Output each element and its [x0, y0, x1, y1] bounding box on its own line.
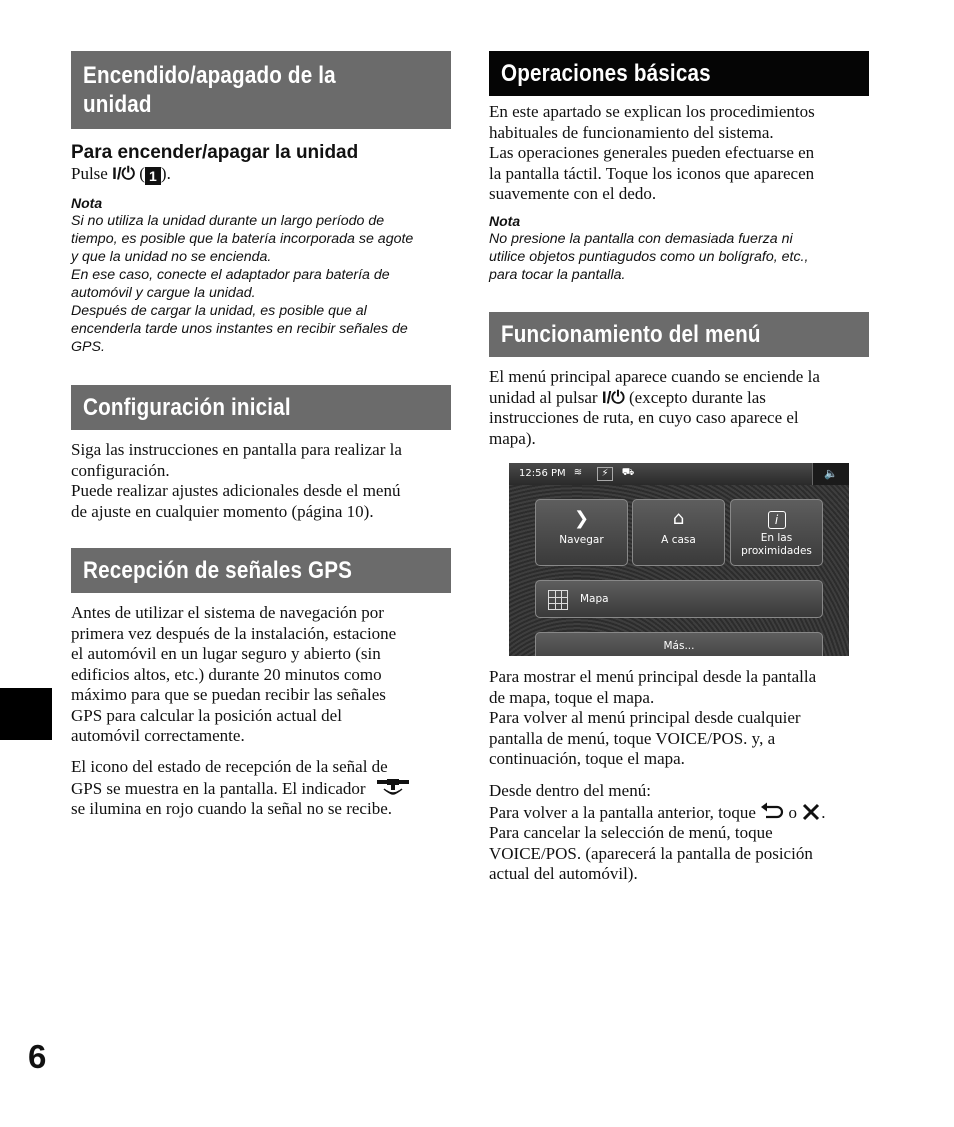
gps-status-icon: ≋ — [573, 467, 583, 478]
show-menu-paragraph: Para mostrar el menú principal desde la pantalla de mapa, toque el mapa. Para volver al menú principal desde cualquier pantalla de menú, toque VOICE/POS. y, a continuación, toque el mapa. — [489, 667, 817, 768]
mapa-button[interactable]: Mapa — [535, 580, 823, 618]
back-arrow-icon — [760, 802, 784, 820]
grid-icon — [548, 590, 568, 610]
heading-configuracion: Configuración inicial — [71, 385, 451, 430]
gps-signal-icon — [376, 778, 410, 798]
section-tab — [0, 688, 52, 740]
subheading-encender: Para encender/apagar la unidad — [71, 142, 359, 163]
close-icon — [801, 803, 821, 821]
volume-button[interactable]: 🔈 — [812, 463, 849, 485]
note-text: Si no utiliza la unidad durante un largo período de tiempo, es posible que la batería incorporada se agote y que la unidad no se encienda. En ese caso, conecte el adaptador para batería de automóvil y cargue la unidad. Después de cargar la unidad, es posible que al encenderla tarde unos instantes en recibir señales de GPS. — [71, 213, 414, 355]
heading-gps: Recepción de señales GPS — [71, 548, 451, 593]
pulse-instruction: Pulse I/⏻ ( 1 ). — [71, 164, 171, 184]
menu-paragraph: El menú principal aparece cuando se enciende la unidad al pulsar I/⏻ (excepto durante las instrucciones de ruta, en cuyo caso aparece el mapa). — [489, 367, 820, 448]
ops-paragraph: En este apartado se explican los procedimientos habituales de funcionamiento del sistema. Las operaciones generales pueden efectuarse en la pantalla táctil. Toque los iconos que aparecen suavemente con el dedo. — [489, 102, 815, 203]
config-paragraph: Siga las instrucciones en pantalla para realizar la configuración. Puede realizar ajustes adicionales desde el menú de ajuste en cualquier momento (página 10). — [71, 440, 402, 521]
inside-menu-paragraph: Desde dentro del menú: Para volver a la pantalla anterior, toque o . Para cancelar la selección de menú, toque VOICE/POS. (aparecerá la pantalla de posición actual del automóvil). — [489, 781, 826, 883]
note-title-right: Nota — [489, 213, 521, 229]
chevron-right-icon: ❯ — [573, 508, 590, 529]
status-bar — [509, 463, 849, 485]
note-text-right: No presione la pantalla con demasiada fuerza ni utilice objetos puntiagudos como un bolígrafo, etc., para tocar la pantalla. — [489, 231, 809, 283]
heading-encendido: Encendido/apagado de la unidad — [71, 51, 451, 129]
heading-menu: Funcionamiento del menú — [489, 312, 869, 357]
clock: 12:56 PM — [519, 468, 566, 479]
car-icon: ⛟ — [621, 467, 635, 478]
proximidades-button[interactable]: i En las proximidades — [730, 499, 823, 566]
button-number-badge: 1 — [145, 167, 161, 185]
gps-paragraph: Antes de utilizar el sistema de navegación por primera vez después de la instalación, estacione el automóvil en un lugar seguro y abierto (sin edificios altos, etc.) durante 20 minutos como máximo para que se puedan recibir las señales GPS para calcular la posición actual del automóvil correctamente. — [71, 603, 397, 745]
heading-operaciones: Operaciones básicas — [489, 51, 869, 96]
battery-icon: ⚡ — [597, 467, 613, 481]
menu-screenshot — [509, 463, 849, 656]
a-casa-button[interactable]: ⌂ A casa — [632, 499, 725, 566]
home-icon: ⌂ — [672, 508, 685, 529]
info-icon: i — [731, 508, 822, 530]
page-number: 6 — [28, 1038, 47, 1075]
mas-button[interactable]: Más... — [535, 632, 823, 656]
navegar-button[interactable]: ❯ Navegar — [535, 499, 628, 566]
note-title: Nota — [71, 195, 103, 211]
gps-icon-paragraph: El icono del estado de recepción de la señal de GPS se muestra en la pantalla. El indicador se ilumina en rojo cuando la señal no se recibe. — [71, 757, 451, 820]
